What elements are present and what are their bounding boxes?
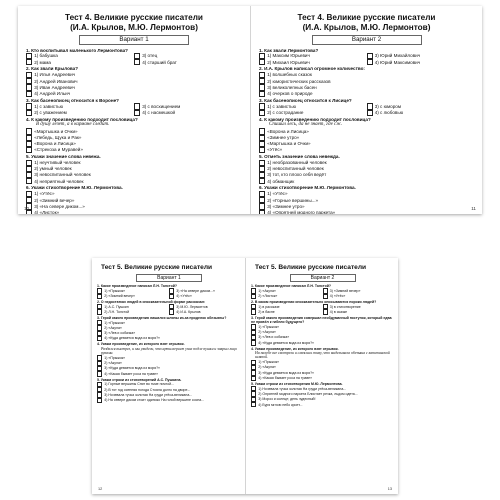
question-5 — [97, 378, 241, 403]
answer-option[interactable]: 1) бабушка — [26, 53, 134, 59]
answer-option[interactable]: 3) Иван Андреевич — [26, 84, 242, 90]
variant-label: Вариант 1 — [136, 274, 202, 282]
checkbox[interactable] — [97, 371, 102, 376]
answer-option[interactable]: 2) Л.Н. Толстой — [97, 309, 169, 314]
checkbox[interactable] — [97, 398, 102, 403]
test-subtitle: (И.А. Крылов, М.Ю. Лермонтов) — [70, 22, 198, 32]
question-3 — [97, 316, 241, 341]
answer-option[interactable]: 3) Юрий Михайлович — [367, 53, 475, 59]
question-text: 4. К какому произведению подходит пословица? — [259, 116, 371, 122]
answer-option[interactable]: «Ворона и Лисица» — [259, 128, 474, 134]
answer-option[interactable]: 2) В тот год осенняя погода Стояла долго на дворе... — [97, 387, 241, 392]
question-text: 2. И.А. Крылов написал огромное количество: — [259, 66, 365, 72]
checkbox[interactable] — [323, 309, 328, 314]
question-2 — [251, 300, 394, 315]
answer-option[interactable]: 3) «Куда девается вода из моря?» — [251, 370, 394, 375]
test-title: Тест 5. Великие русские писатели — [101, 264, 213, 271]
answer-option[interactable]: 4) «Куда девается вода из моря?» — [251, 340, 394, 345]
question-text: 3. Как басенописец относится к Вороне? — [26, 97, 119, 103]
answer-option[interactable]: 2) Андрей Иванович — [26, 78, 242, 84]
checkbox[interactable] — [26, 110, 32, 116]
top-spread — [18, 6, 482, 214]
checkbox[interactable] — [26, 147, 32, 153]
answer-option[interactable]: 2) «Зимний вечер» — [97, 294, 169, 299]
answer-option[interactable]: 1) в рассказе — [251, 304, 323, 309]
answer-option[interactable]: 2) «Акула» — [97, 361, 241, 366]
answer-option[interactable]: 2) с сострадание — [259, 110, 367, 116]
question-5 — [259, 154, 474, 184]
answer-option[interactable]: 1) «Прыжок» — [97, 320, 241, 325]
answer-option[interactable]: 4) неприятный человек — [26, 178, 242, 184]
question-1 — [26, 48, 242, 66]
answer-option[interactable]: 1) «Утёс» — [26, 191, 242, 197]
answer-option[interactable]: 1) с завистью — [26, 103, 134, 109]
question-4 — [259, 117, 474, 153]
question-5 — [26, 154, 242, 184]
answer-option[interactable]: 1) волшебных сказок — [259, 72, 474, 78]
question-text: 2. В каком произведении иносказательно описываются пороки людей? — [251, 299, 377, 304]
answer-option[interactable]: 4) «Куда девается вода из моря?» — [97, 336, 241, 341]
answer-option[interactable]: «Мартышка и Очки» — [259, 141, 474, 147]
test-title: Тест 4. Великие русские писатели — [65, 13, 203, 22]
answer-option[interactable]: 4) Буря мглою небо кроет... — [251, 402, 394, 407]
question-1 — [259, 48, 474, 66]
excerpt-text: Раздался выстрел, и мы увидели, что артиллерист упал подле пушки и закрыл лицо руками. — [101, 346, 237, 355]
checkbox[interactable] — [97, 294, 102, 299]
page-13 — [245, 258, 398, 494]
variant-label: Вариант 2 — [312, 35, 422, 45]
answer-option[interactable]: 4) с любовью — [367, 110, 475, 116]
answer-option[interactable]: «Мартышка и Очки» — [26, 128, 242, 134]
answer-option[interactable]: 2) Михаил Юрьевич — [259, 59, 367, 65]
answer-option[interactable]: 3) «На севере диком...» — [169, 288, 241, 293]
answer-option[interactable]: 3) великолепных басен — [259, 84, 474, 90]
answer-option[interactable]: 2) в басне — [251, 309, 323, 314]
checkbox[interactable] — [134, 110, 140, 116]
question-text: 6. Укажи стихотворение М.Ю. Лермонтова. — [26, 185, 123, 191]
question-2 — [97, 300, 241, 315]
answer-option[interactable]: 2) умный человек — [26, 166, 242, 172]
answer-option[interactable]: 2) «Акула» — [251, 365, 394, 370]
test-title: Тест 5. Великие русские писатели — [255, 264, 367, 271]
question-3 — [251, 316, 394, 346]
question-6 — [259, 185, 474, 214]
answer-option[interactable]: 1) Ночевала тучка золотая На груди утёса-великана... — [251, 386, 394, 391]
checkbox[interactable] — [367, 59, 373, 65]
answer-option[interactable]: 4) обманщик — [259, 178, 474, 184]
page-number: 13 — [387, 487, 392, 491]
answer-option[interactable]: 1) «Прыжок» — [97, 288, 169, 293]
question-5 — [251, 382, 394, 407]
answer-option[interactable]: 1) «Утёс» — [259, 191, 474, 197]
answer-option[interactable]: 4) очерков о природе — [259, 91, 474, 97]
question-6 — [26, 185, 242, 214]
question-text: 1. Кто воспитывал маленького Лермонтова? — [26, 47, 128, 53]
checkbox[interactable] — [134, 59, 140, 65]
answer-option[interactable]: 4) «Опрятней модного паркета» — [259, 210, 474, 214]
question-text: 2. Как звали Крылова? — [26, 66, 79, 72]
question-text: 1. Какое произведение написал Л.Н. Толстой? — [251, 284, 332, 288]
checkbox[interactable] — [26, 91, 32, 97]
proverb-text: Спишил лесь, да не знает, где сж. — [269, 122, 343, 128]
proverb-text: В душу лезет, а в кармане следит. — [36, 122, 110, 128]
answer-option[interactable]: «Ворона и Лисица» — [26, 141, 242, 147]
answer-option[interactable]: 2) юмористических рассказов — [259, 78, 474, 84]
answer-option[interactable]: «Стрекоза и Муравей» — [26, 147, 242, 153]
variant-label: Вариант 1 — [79, 35, 189, 45]
answer-option[interactable]: 3) тот, кто плохо себя ведёт — [259, 172, 474, 178]
test-title: Тест 4. Великие русские писатели — [297, 13, 436, 22]
checkbox[interactable] — [259, 147, 265, 153]
test-subtitle: (И.А. Крылов, М.Ю. Лермонтов) — [302, 22, 431, 32]
question-text: 4. К какому произведению подходит пословица? — [26, 116, 138, 122]
page-number: 10 — [24, 206, 30, 211]
checkbox[interactable] — [97, 309, 102, 314]
answer-option[interactable]: 2) «Горные вершины...» — [259, 197, 474, 203]
answer-option[interactable]: 1) «Прыжок» — [97, 355, 241, 360]
answer-option[interactable]: 2) с уважением — [26, 110, 134, 116]
answer-option[interactable]: 1) необразованный человек — [259, 160, 474, 166]
answer-option[interactable]: 4) старший брат — [134, 59, 242, 65]
question-text: 1. Как звали Лермонтова? — [259, 47, 319, 53]
answer-option[interactable]: 3) М.Ю. Лермонтов — [169, 304, 241, 309]
checkbox[interactable] — [259, 110, 265, 116]
question-4 — [26, 117, 242, 153]
answer-option[interactable]: 3) «Куда девается вода из моря?» — [97, 366, 241, 371]
question-text: 6. Укажи стихотворение М.Ю. Лермонтова. — [259, 185, 356, 191]
checkbox[interactable] — [251, 309, 256, 314]
answer-option[interactable]: 4) «Утёс» — [169, 294, 241, 299]
checkbox[interactable] — [26, 178, 32, 184]
answer-option[interactable]: 2) «Акула» — [97, 325, 241, 330]
answer-option[interactable]: 1) Максим Юрьевич — [259, 53, 367, 59]
question-1 — [251, 284, 394, 299]
answer-option[interactable]: 3) с восхищением — [134, 103, 242, 109]
answer-option[interactable]: 2) «Листок» — [251, 294, 323, 299]
page-12 — [92, 258, 245, 494]
answer-option[interactable]: 1) Илья Андреевич — [26, 72, 242, 78]
question-text: 3. Герой какого произведения совершил необдуманный поступок, который едва не привёл к гибели будущего? — [251, 315, 392, 325]
answer-option[interactable]: 1) Горные вершины Спят во тьме ночной... — [97, 382, 241, 387]
checkbox[interactable] — [259, 178, 265, 184]
question-text: 1. Какое произведение написал Л.Н. Толстой? — [97, 284, 178, 288]
answer-option[interactable]: 4) «Утёс» — [323, 294, 395, 299]
question-text: 3. Герой какого произведения лишился шляпы из-за проделок обезьяны? — [97, 315, 227, 320]
answer-option[interactable]: 2) мама — [26, 59, 134, 65]
checkbox[interactable] — [259, 210, 265, 214]
answer-option[interactable]: 3) в стихотворение — [323, 304, 395, 309]
checkbox[interactable] — [169, 294, 174, 299]
answer-option[interactable]: «Зимнее утро» — [259, 135, 474, 141]
page-11 — [250, 6, 482, 214]
answer-option[interactable]: 1) с завистью — [259, 103, 367, 109]
question-3 — [26, 98, 242, 116]
answer-option[interactable]: 4) Андрей Ильич — [26, 91, 242, 97]
answer-option[interactable]: 1) неучтивый человек — [26, 160, 242, 166]
question-text: 3. Как басенописец относится к Лисице? — [259, 97, 352, 103]
answer-option[interactable]: 3) «Лев и собачка» — [251, 335, 394, 340]
answer-option[interactable]: 4) с насмешкой — [134, 110, 242, 116]
answer-option[interactable]: 1) «Прыжок» — [251, 324, 394, 329]
question-text: 5. Укажи строки из стихотворений А.С. Пушкина. — [97, 377, 182, 382]
checkbox[interactable] — [26, 59, 32, 65]
answer-option[interactable]: 3) с юмором — [367, 103, 475, 109]
checkbox[interactable] — [251, 376, 256, 381]
answer-option[interactable]: «Утёс» — [259, 147, 474, 153]
question-text: 2. О недостатках людей в иносказательной форме рассказал: — [97, 299, 206, 304]
answer-option[interactable]: 3) Ночевала тучка золотая На груди утёса-великана... — [97, 392, 241, 397]
answer-option[interactable]: 1) «Прыжок» — [251, 360, 394, 365]
bottom-spread — [92, 258, 398, 494]
checkbox[interactable] — [323, 294, 328, 299]
question-2 — [259, 66, 474, 96]
answer-option[interactable]: 4) «Какая бывает роса на траве» — [251, 376, 394, 381]
answer-option[interactable]: 3) «Зимний вечер» — [323, 288, 395, 293]
checkbox[interactable] — [169, 309, 174, 314]
answer-option[interactable]: 3) отец — [134, 53, 242, 59]
answer-option[interactable]: 3) «На севере диком...» — [26, 203, 242, 209]
answer-option[interactable]: 1) А.С. Пушкин — [97, 304, 169, 309]
answer-option[interactable]: 1) «Акула» — [251, 288, 323, 293]
answer-option[interactable]: 3) «Зимнее утро» — [259, 203, 474, 209]
checkbox[interactable] — [97, 336, 102, 341]
answer-option[interactable]: «Лебедь, Щука и Рак» — [26, 135, 242, 141]
question-text: 5. Отметь значение слова невежда. — [259, 154, 340, 160]
answer-option[interactable]: 4) И.А. Крылов — [169, 309, 241, 314]
checkbox[interactable] — [259, 91, 265, 97]
answer-option[interactable]: 2) «Акула» — [251, 330, 394, 335]
answer-option[interactable]: 3) Мороз и солнце; день чудесный! — [251, 397, 394, 402]
answer-option[interactable]: 4) в сказке — [323, 309, 395, 314]
checkbox[interactable] — [251, 294, 256, 299]
question-3 — [259, 98, 474, 116]
answer-option[interactable]: 3) невоспитанный человек — [26, 172, 242, 178]
variant-label: Вариант 2 — [290, 274, 356, 282]
excerpt-text: На палубе все смотрели и смеялись тому, что выделывала обезьяна с капитанской шляпой. — [255, 350, 390, 360]
answer-option[interactable]: 2) Опрятней модного паркета Блистает речка, льдом одета... — [251, 391, 394, 396]
question-text: 5. Укажи строки из стихотворения М.Ю. Лермонтова. — [251, 381, 343, 386]
question-text: 4. Укажи произведение, из которого взят отрывок. — [97, 342, 185, 347]
question-4 — [97, 342, 241, 376]
checkbox[interactable] — [259, 59, 265, 65]
answer-option[interactable]: 4) «Какая бывает роса на траве» — [97, 371, 241, 376]
checkbox[interactable] — [367, 110, 373, 116]
checkbox[interactable] — [251, 340, 256, 345]
answer-option[interactable]: 2) «Зимний вечер» — [26, 197, 242, 203]
answer-option[interactable]: 2) невоспитанный человек — [259, 166, 474, 172]
answer-option[interactable]: 4) На севере диком стоит одиноко На голой вершине сосна... — [97, 398, 241, 403]
answer-option[interactable]: 4) «Листок» — [26, 210, 242, 214]
checkbox[interactable] — [251, 402, 256, 407]
question-4 — [251, 347, 394, 381]
question-2 — [26, 66, 242, 96]
question-1 — [97, 284, 241, 299]
question-text: 4. Укажи произведение, из которого взят отрывок. — [251, 346, 339, 351]
answer-option[interactable]: 4) Юрий Максимович — [367, 59, 475, 65]
page-number: 11 — [471, 206, 476, 211]
question-text: 5. Укажи значение слова невежа. — [26, 154, 101, 160]
page-10 — [18, 6, 250, 214]
answer-option[interactable]: 3) «Лев и собачка» — [97, 331, 241, 336]
page-number: 12 — [98, 487, 103, 491]
